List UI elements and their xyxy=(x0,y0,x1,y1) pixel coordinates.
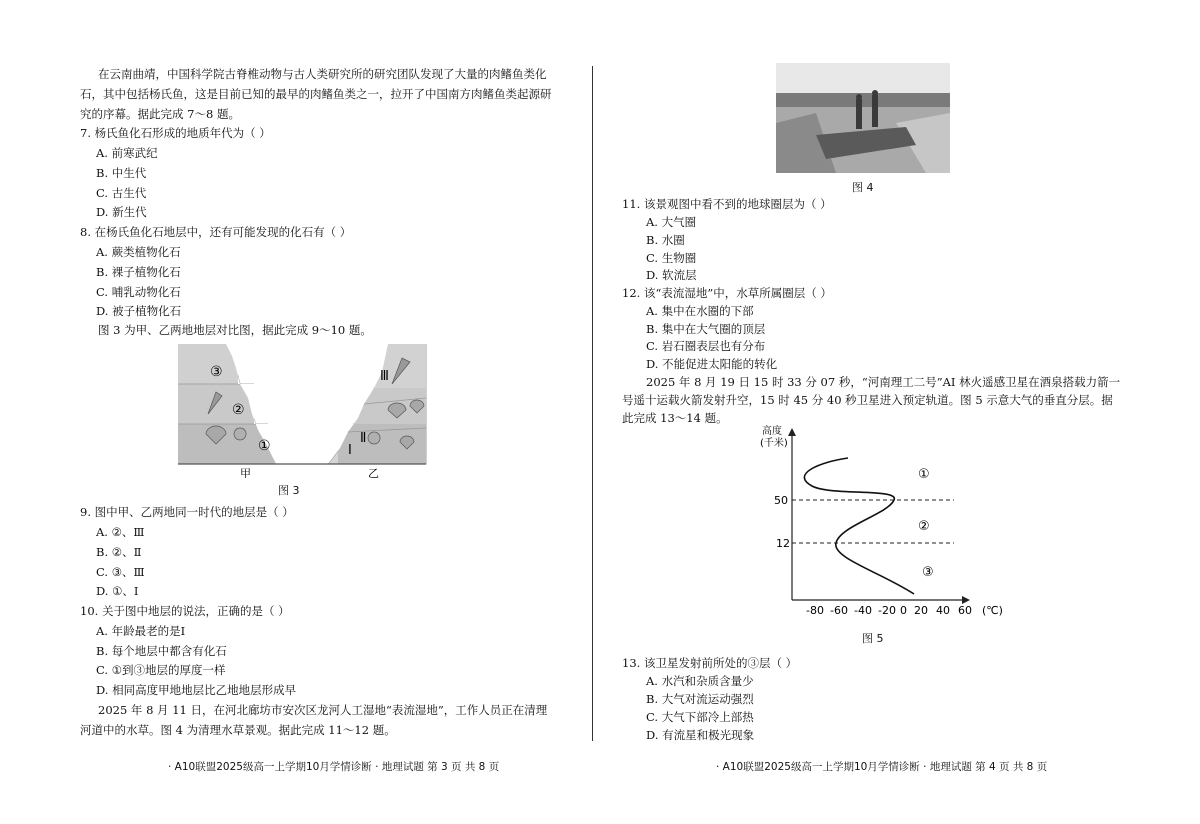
option-7a: A. 前寒武纪 xyxy=(96,146,158,160)
x-tick-label: 20 xyxy=(914,604,928,617)
question-8: 8. 在杨氏鱼化石地层中，还有可能发现的化石有（ ） xyxy=(80,225,352,239)
question-7: 7. 杨氏鱼化石形成的地质年代为（ ） xyxy=(80,126,271,140)
x-tick-label: -40 xyxy=(854,604,872,617)
option-10c: C. ①到③地层的厚度一样 xyxy=(96,663,226,677)
option-12d: D. 不能促进太阳能的转化 xyxy=(646,357,778,371)
option-9b: B. ②、Ⅱ xyxy=(96,545,142,559)
x-tick-label: 40 xyxy=(936,604,950,617)
figure-3-caption: 图 3 xyxy=(278,484,300,497)
question-13: 13. 该卫星发射前所处的③层（ ） xyxy=(622,656,798,670)
y-axis-unit: (千米) xyxy=(760,438,788,449)
option-11a: A. 大气圈 xyxy=(646,215,697,229)
x-tick-label: 60 xyxy=(958,604,972,617)
option-10b: B. 每个地层中都含有化石 xyxy=(96,644,227,658)
x-tick-label: -80 xyxy=(806,604,824,617)
layer-label: Ⅲ xyxy=(380,369,389,384)
intro-paragraph: 2025 年 8 月 11 日，在河北廊坊市安次区龙河人工湿地“表流湿地”，工作人员正在清理 xyxy=(98,703,548,717)
figure-4-wetland-photo xyxy=(776,63,950,173)
option-13c: C. 大气下部冷上部热 xyxy=(646,710,754,724)
option-12b: B. 集中在大气圈的顶层 xyxy=(646,322,766,336)
option-11d: D. 软流层 xyxy=(646,268,697,282)
layer-label: ① xyxy=(258,438,271,454)
layer-label: ② xyxy=(918,519,930,534)
option-12c: C. 岩石圈表层也有分布 xyxy=(646,339,766,353)
figure-3-strata-diagram xyxy=(178,344,438,478)
option-7c: C. 古生代 xyxy=(96,186,147,200)
option-9c: C. ③、Ⅲ xyxy=(96,565,145,579)
page-footer: · A10联盟2025级高一上学期10月学情诊断 · 地理试题 第 3 页 共 8 页 xyxy=(168,761,500,773)
option-13a: A. 水汽和杂质含量少 xyxy=(646,674,754,688)
temperature-curve xyxy=(804,458,914,594)
option-10d: D. 相同高度甲地地层比乙地地层形成早 xyxy=(96,683,297,697)
option-7d: D. 新生代 xyxy=(96,205,147,219)
option-9d: D. ①、Ⅰ xyxy=(96,584,139,598)
ammonite-fossil-icon xyxy=(234,428,246,440)
option-12a: A. 集中在水圈的下部 xyxy=(646,304,754,318)
layer-label: ① xyxy=(918,467,930,482)
figure-4-caption: 图 4 xyxy=(852,181,874,194)
x-tick-label: -20 xyxy=(878,604,896,617)
x-tick-label: -60 xyxy=(830,604,848,617)
option-8d: D. 被子植物化石 xyxy=(96,304,182,318)
layer-label: ② xyxy=(232,402,245,418)
option-11c: C. 生物圈 xyxy=(646,251,697,265)
intro-paragraph: 号遥十运载火箭发射升空，15 时 45 分 40 秒卫星进入预定轨道。图 5 示意大气的垂直分层。据 xyxy=(622,393,1113,407)
option-8b: B. 裸子植物化石 xyxy=(96,265,181,279)
x-axis-unit: (℃) xyxy=(982,604,1003,617)
intro-paragraph: 石，其中包括杨氏鱼，这是目前已知的最早的肉鳍鱼类之一，拉开了中国南方肉鳍鱼类起源研 xyxy=(80,87,552,101)
option-11b: B. 水圈 xyxy=(646,233,685,247)
option-8a: A. 蕨类植物化石 xyxy=(96,245,181,259)
question-11: 11. 该景观图中看不到的地球圈层为（ ） xyxy=(622,197,832,211)
y-tick-label: 50 xyxy=(774,494,788,507)
option-10a: A. 年龄最老的是Ⅰ xyxy=(96,624,186,638)
layer-label: Ⅰ xyxy=(348,443,352,458)
page-footer: · A10联盟2025级高一上学期10月学情诊断 · 地理试题 第 4 页 共 8 页 xyxy=(716,761,1048,773)
y-tick-label: 12 xyxy=(776,537,790,550)
figure-5-atmosphere-layers-diagram xyxy=(760,422,1020,627)
intro-paragraph: 2025 年 8 月 19 日 15 时 33 分 07 秒，“河南理工二号”AI 林火遥感卫星在酒泉搭载力箭一 xyxy=(646,375,1121,389)
option-9a: A. ②、Ⅲ xyxy=(96,525,145,539)
intro-paragraph: 此完成 13～14 题。 xyxy=(622,411,728,425)
option-13b: B. 大气对流运动强烈 xyxy=(646,692,754,706)
layer-label: ③ xyxy=(922,565,934,580)
option-13d: D. 有流星和极光现象 xyxy=(646,728,755,742)
column-divider xyxy=(592,66,593,741)
site-label: 乙 xyxy=(368,467,379,478)
ammonite-fossil-icon xyxy=(368,432,380,444)
intro-paragraph: 河道中的水草。图 4 为清理水草景观。据此完成 11～12 题。 xyxy=(80,723,396,737)
option-8c: C. 哺乳动物化石 xyxy=(96,285,181,299)
x-tick-label: 0 xyxy=(900,604,907,617)
question-9: 9. 图中甲、乙两地同一时代的地层是（ ） xyxy=(80,505,294,519)
question-12: 12. 该“表流湿地”中，水草所属圈层（ ） xyxy=(622,286,832,300)
option-7b: B. 中生代 xyxy=(96,166,147,180)
figure-5-caption: 图 5 xyxy=(862,632,884,645)
layer-label: Ⅱ xyxy=(360,431,367,446)
intro-paragraph: 在云南曲靖，中国科学院古脊椎动物与古人类研究所的研究团队发现了大量的肉鳍鱼类化 xyxy=(98,67,547,81)
intro-paragraph: 究的序幕。据此完成 7～8 题。 xyxy=(80,107,240,121)
y-axis-label: 高度 xyxy=(762,426,782,437)
figure-3-intro: 图 3 为甲、乙两地地层对比图，据此完成 9～10 题。 xyxy=(98,323,372,337)
layer-label: ③ xyxy=(210,364,223,380)
site-label: 甲 xyxy=(240,467,251,478)
question-10: 10. 关于图中地层的说法，正确的是（ ） xyxy=(80,604,290,618)
